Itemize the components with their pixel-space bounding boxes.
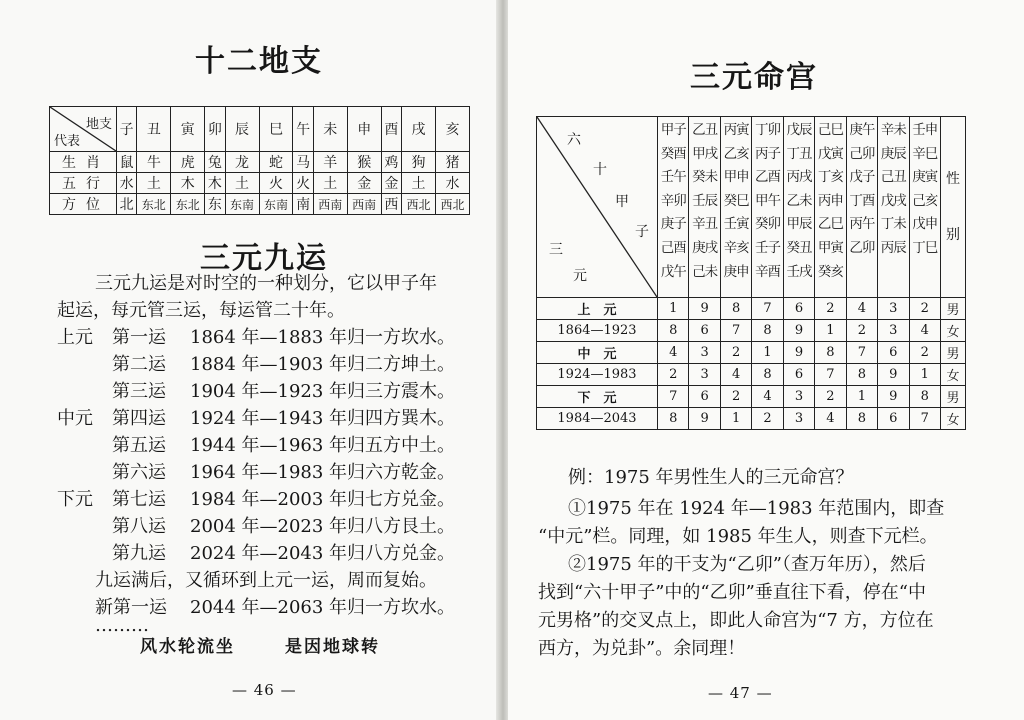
- palace-number: 7: [846, 342, 877, 364]
- table-cell: 马: [293, 152, 313, 173]
- table-cell: 南: [293, 194, 313, 215]
- ellipsis: ………: [95, 615, 149, 636]
- palace-number: 3: [783, 408, 814, 430]
- ganzhi: 己未: [692, 263, 718, 280]
- diag-char-yuan: 元: [573, 268, 587, 284]
- palace-number: 8: [752, 320, 783, 342]
- table-cell: 土: [313, 173, 347, 194]
- palace-number: 9: [878, 386, 909, 408]
- table-cell: 鼠: [117, 152, 137, 173]
- palace-number: 6: [878, 342, 909, 364]
- ganzhi: 癸卯: [755, 216, 781, 233]
- ganzhi: 辛丑: [692, 216, 718, 233]
- ganzhi: 戊午: [660, 263, 686, 280]
- para1-line1: ①1975 年在 1924 年—1983 年范围内，即查: [568, 498, 945, 519]
- branch-header: 寅: [171, 107, 205, 152]
- branch-header: 丑: [137, 107, 171, 152]
- palace-number: 1: [846, 386, 877, 408]
- ganzhi: 壬辰: [692, 192, 718, 209]
- ganzhi-column: [689, 117, 720, 298]
- table-cell: 西北: [402, 194, 436, 215]
- branch-header: 辰: [225, 107, 259, 152]
- male-label: 男: [941, 342, 966, 364]
- intro-line-2: 起运，每元管三运，每运管二十年。: [57, 300, 345, 321]
- left-page: [0, 0, 500, 720]
- para2-line1: ②1975 年的干支为“乙卯”（查万年历），然后: [568, 554, 926, 575]
- ganzhi: 甲寅: [817, 239, 843, 256]
- ganzhi: 壬戌: [786, 263, 812, 280]
- diag-char-liu: 六: [567, 132, 581, 148]
- ganzhi: 庚申: [723, 263, 749, 280]
- branch-header: 巳: [259, 107, 293, 152]
- ganzhi: 己卯: [849, 145, 875, 162]
- ganzhi: 戊子: [849, 169, 875, 186]
- palace-number: 4: [909, 320, 941, 342]
- cycle-text: 1924 年—1943 年归四方巽木。: [190, 408, 456, 429]
- ganzhi: 丁未: [880, 216, 906, 233]
- era-name: 上 元: [537, 298, 658, 320]
- palace-number: 1: [909, 364, 941, 386]
- palace-number: 7: [909, 408, 941, 430]
- ganzhi: 癸巳: [723, 192, 749, 209]
- era-years: 1984—2043: [537, 408, 658, 430]
- table-cell: 火: [259, 173, 293, 194]
- cycle-text: 1884 年—1903 年归二方坤土。: [190, 354, 456, 375]
- branch-header: 午: [293, 107, 313, 152]
- branch-header: 未: [313, 107, 347, 152]
- palace-number: 3: [783, 386, 814, 408]
- cycle-name: 第三运: [112, 381, 166, 402]
- palace-number: 6: [783, 298, 814, 320]
- ganzhi: 丙辰: [880, 239, 906, 256]
- diag-char-jia: 甲: [615, 194, 629, 210]
- cycle-text: 2024 年—2043 年归八方兑金。: [190, 543, 456, 564]
- palace-number: 4: [815, 408, 846, 430]
- table-cell: 金: [381, 173, 401, 194]
- ganzhi: 癸丑: [786, 239, 812, 256]
- era-name: 下 元: [537, 386, 658, 408]
- ganzhi: 乙未: [786, 192, 812, 209]
- era-years: 1924—1983: [537, 364, 658, 386]
- era-name: 中 元: [537, 342, 658, 364]
- palace-number: 9: [878, 364, 909, 386]
- ganzhi: 丙戌: [786, 169, 812, 186]
- palace-number: 1: [658, 298, 689, 320]
- ganzhi: 乙丑: [692, 122, 718, 138]
- minggong-title: 三元命宫: [690, 60, 818, 95]
- branch-header: 戌: [402, 107, 436, 152]
- era-male-row: [537, 342, 966, 364]
- diag-char-san: 三: [549, 242, 563, 258]
- ganzhi-column: [846, 117, 877, 298]
- palace-number: 2: [752, 408, 783, 430]
- ganzhi-column: [909, 117, 941, 298]
- branch-header: 酉: [381, 107, 401, 152]
- cycle-text: 1944 年—1963 年归五方中土。: [190, 435, 456, 456]
- ganzhi: 癸亥: [817, 263, 843, 280]
- cycle-text: 1904 年—1923 年归三方震木。: [190, 381, 456, 402]
- ganzhi: 戊戌: [880, 192, 906, 209]
- table-cell: 猪: [435, 152, 469, 173]
- row-label: 方位: [50, 194, 117, 215]
- element-row: [50, 173, 470, 194]
- table-cell: 东南: [225, 194, 259, 215]
- palace-number: 9: [783, 342, 814, 364]
- ganzhi: 辛卯: [660, 192, 686, 209]
- era-female-row: [537, 408, 966, 430]
- palace-number: 3: [878, 298, 909, 320]
- palace-number: 3: [689, 342, 720, 364]
- palace-number: 2: [720, 342, 751, 364]
- new-cycle-text: 2044 年—2063 年归一方坎水。: [190, 597, 456, 618]
- table-cell: 蛇: [259, 152, 293, 173]
- table-cell: 牛: [137, 152, 171, 173]
- diag-char-shi: 十: [593, 162, 607, 178]
- table-cell: 羊: [313, 152, 347, 173]
- palace-number: 4: [720, 364, 751, 386]
- corner-label-represent: 代表: [54, 134, 81, 149]
- branch-header: 申: [347, 107, 381, 152]
- era-label: 下元: [57, 489, 93, 510]
- table-cell: 东: [205, 194, 225, 215]
- diagonal-header-cell: [537, 117, 658, 298]
- slogan-b: 是因地球转: [285, 637, 380, 657]
- ganzhi: 戊寅: [817, 145, 843, 162]
- cycle-name: 第四运: [112, 408, 166, 429]
- ganzhi: 甲午: [755, 192, 781, 209]
- ganzhi: 甲申: [723, 169, 749, 186]
- palace-number: 8: [909, 386, 941, 408]
- diagonal-line: [537, 117, 657, 297]
- palace-number: 1: [752, 342, 783, 364]
- ganzhi: 丁亥: [817, 169, 843, 186]
- palace-number: 8: [815, 342, 846, 364]
- era-female-row: [537, 320, 966, 342]
- ganzhi: 丁卯: [755, 122, 781, 138]
- cycle-name: 第五运: [112, 435, 166, 456]
- ganzhi: 丁丑: [786, 145, 812, 162]
- palace-number: 2: [846, 320, 877, 342]
- palace-number: 8: [658, 320, 689, 342]
- corner-label-branch: 地支: [85, 117, 112, 132]
- palace-number: 4: [752, 386, 783, 408]
- page-number: — 47 —: [708, 684, 773, 702]
- ganzhi: 戊辰: [786, 122, 812, 138]
- palace-number: 9: [689, 408, 720, 430]
- table-cell: 土: [402, 173, 436, 194]
- ganzhi: 癸酉: [660, 145, 686, 162]
- direction-row: [50, 194, 470, 215]
- cycle-name: 第一运: [112, 327, 166, 348]
- ganzhi: 辛亥: [723, 239, 749, 256]
- ganzhi-column: [815, 117, 846, 298]
- ganzhi: 丙子: [755, 145, 781, 162]
- table-cell: 狗: [402, 152, 436, 173]
- era-male-row: [537, 386, 966, 408]
- ganzhi: 庚戌: [692, 239, 718, 256]
- ganzhi: 庚寅: [912, 169, 938, 186]
- ganzhi: 甲辰: [786, 216, 812, 233]
- table-cell: 东北: [137, 194, 171, 215]
- cycle-name: 第二运: [112, 354, 166, 375]
- ganzhi: 戊申: [912, 216, 938, 233]
- table-cell: 西南: [313, 194, 347, 215]
- ganzhi: 壬申: [912, 122, 938, 138]
- branch-header: 亥: [435, 107, 469, 152]
- ganzhi: 己酉: [660, 239, 686, 256]
- ganzhi-column: [752, 117, 783, 298]
- para2-line3: 元男格”的交叉点上，即此人命宫为“7 方，方位在: [538, 610, 934, 631]
- palace-number: 9: [689, 298, 720, 320]
- after-cycle-line: 九运满后，又循环到上元一运，周而复始。: [95, 570, 437, 591]
- branches-title: 十二地支: [195, 44, 323, 79]
- palace-number: 7: [752, 298, 783, 320]
- zodiac-row: [50, 152, 470, 173]
- cycle-name: 第八运: [112, 516, 166, 537]
- era-label: 上元: [57, 327, 93, 348]
- slogan-a: 风水轮流坐: [140, 637, 235, 657]
- ganzhi: 庚辰: [880, 145, 906, 162]
- palace-number: 9: [783, 320, 814, 342]
- palace-number: 3: [878, 320, 909, 342]
- cycle-text: 1964 年—1983 年归六方乾金。: [190, 462, 456, 483]
- ganzhi: 庚午: [849, 122, 875, 138]
- table-cell: 金: [347, 173, 381, 194]
- palace-number: 1: [815, 320, 846, 342]
- para2-line4: 西方，为兑卦”。余同理！: [538, 638, 746, 659]
- para2-line2: 找到“六十甲子”中的“乙卯”垂直往下看，停在“中: [538, 582, 927, 603]
- palace-number: 4: [846, 298, 877, 320]
- palace-number: 7: [720, 320, 751, 342]
- ganzhi: 壬子: [755, 239, 781, 256]
- male-label: 男: [941, 386, 966, 408]
- palace-number: 7: [658, 386, 689, 408]
- table-cell: 土: [137, 173, 171, 194]
- era-female-row: [537, 364, 966, 386]
- sanyuan-jiuyun-title: 三元九运: [200, 241, 328, 276]
- ganzhi: 癸未: [692, 169, 718, 186]
- palace-number: 7: [815, 364, 846, 386]
- table-cell: 东北: [171, 194, 205, 215]
- ganzhi: 乙卯: [849, 239, 875, 256]
- diag-char-zi: 子: [635, 224, 649, 240]
- table-cell: 水: [117, 173, 137, 194]
- female-label: 女: [941, 408, 966, 430]
- ganzhi: 庚子: [660, 216, 686, 233]
- cycle-name: 第七运: [112, 489, 166, 510]
- row-label: 生肖: [50, 152, 117, 173]
- branches-corner-cell: [50, 107, 117, 152]
- palace-number: 2: [815, 298, 846, 320]
- sanyuan-minggong-table: [536, 116, 966, 430]
- ganzhi: 丁巳: [912, 239, 938, 256]
- ganzhi: 丁酉: [849, 192, 875, 209]
- palace-number: 2: [909, 342, 941, 364]
- table-cell: 兔: [205, 152, 225, 173]
- table-cell: 虎: [171, 152, 205, 173]
- table-cell: 西南: [347, 194, 381, 215]
- palace-number: 8: [720, 298, 751, 320]
- right-page: [508, 0, 1024, 720]
- era-years: 1864—1923: [537, 320, 658, 342]
- palace-number: 2: [720, 386, 751, 408]
- ganzhi-column: [783, 117, 814, 298]
- female-label: 女: [941, 364, 966, 386]
- ganzhi: 辛未: [880, 122, 906, 138]
- palace-number: 4: [658, 342, 689, 364]
- ganzhi: 丙申: [817, 192, 843, 209]
- era-male-row: [537, 298, 966, 320]
- palace-number: 6: [689, 386, 720, 408]
- cycle-text: 1984 年—2003 年归七方兑金。: [190, 489, 456, 510]
- female-label: 女: [941, 320, 966, 342]
- ganzhi: 甲戌: [692, 145, 718, 162]
- male-label: 男: [941, 298, 966, 320]
- palace-number: 8: [846, 364, 877, 386]
- row-label: 五行: [50, 173, 117, 194]
- ganzhi: 丙寅: [723, 122, 749, 138]
- table-cell: 猴: [347, 152, 381, 173]
- ganzhi-column: [878, 117, 909, 298]
- palace-number: 6: [689, 320, 720, 342]
- cycle-text: 2004 年—2023 年归八方艮土。: [190, 516, 456, 537]
- gender-header: 性 别: [941, 117, 966, 298]
- table-cell: 西北: [435, 194, 469, 215]
- ganzhi-column: [720, 117, 751, 298]
- para1-line2: “中元”栏。同理，如 1985 年生人，则查下元栏。: [538, 526, 938, 547]
- palace-number: 2: [658, 364, 689, 386]
- palace-number: 2: [909, 298, 941, 320]
- table-cell: 鸡: [381, 152, 401, 173]
- table-cell: 火: [293, 173, 313, 194]
- table-cell: 东南: [259, 194, 293, 215]
- cycle-name: 第九运: [112, 543, 166, 564]
- ganzhi: 己丑: [880, 169, 906, 186]
- table-cell: 北: [117, 194, 137, 215]
- table-cell: 木: [171, 173, 205, 194]
- branches-table: [49, 106, 470, 215]
- palace-number: 8: [846, 408, 877, 430]
- ganzhi: 壬寅: [723, 216, 749, 233]
- table-cell: 水: [435, 173, 469, 194]
- example-title: 例：1975 年男性生人的三元命宫？: [568, 467, 854, 488]
- page-number: — 46 —: [232, 681, 297, 699]
- ganzhi: 乙巳: [817, 216, 843, 233]
- ganzhi: 己巳: [817, 122, 843, 138]
- ganzhi: 辛巳: [912, 145, 938, 162]
- branch-header: 卯: [205, 107, 225, 152]
- ganzhi: 乙酉: [755, 169, 781, 186]
- palace-number: 6: [878, 408, 909, 430]
- cycle-name: 第六运: [112, 462, 166, 483]
- cycle-text: 1864 年—1883 年归一方坎水。: [190, 327, 456, 348]
- ganzhi: 甲子: [660, 122, 686, 138]
- ganzhi: 辛酉: [755, 263, 781, 280]
- ganzhi-column: [658, 117, 689, 298]
- palace-number: 8: [658, 408, 689, 430]
- ganzhi: 己亥: [912, 192, 938, 209]
- new-cycle-name: 新第一运: [95, 597, 167, 618]
- palace-number: 2: [815, 386, 846, 408]
- palace-number: 6: [783, 364, 814, 386]
- ganzhi: 乙亥: [723, 145, 749, 162]
- ganzhi: 壬午: [660, 169, 686, 186]
- table-cell: 木: [205, 173, 225, 194]
- table-cell: 西: [381, 194, 401, 215]
- ganzhi: 丙午: [849, 216, 875, 233]
- palace-number: 8: [752, 364, 783, 386]
- branch-header: 子: [117, 107, 137, 152]
- table-cell: 龙: [225, 152, 259, 173]
- era-label: 中元: [57, 408, 93, 429]
- palace-number: 1: [720, 408, 751, 430]
- table-cell: 土: [225, 173, 259, 194]
- intro-line-1: 三元九运是对时空的一种划分，它以甲子年: [95, 273, 437, 294]
- palace-number: 3: [689, 364, 720, 386]
